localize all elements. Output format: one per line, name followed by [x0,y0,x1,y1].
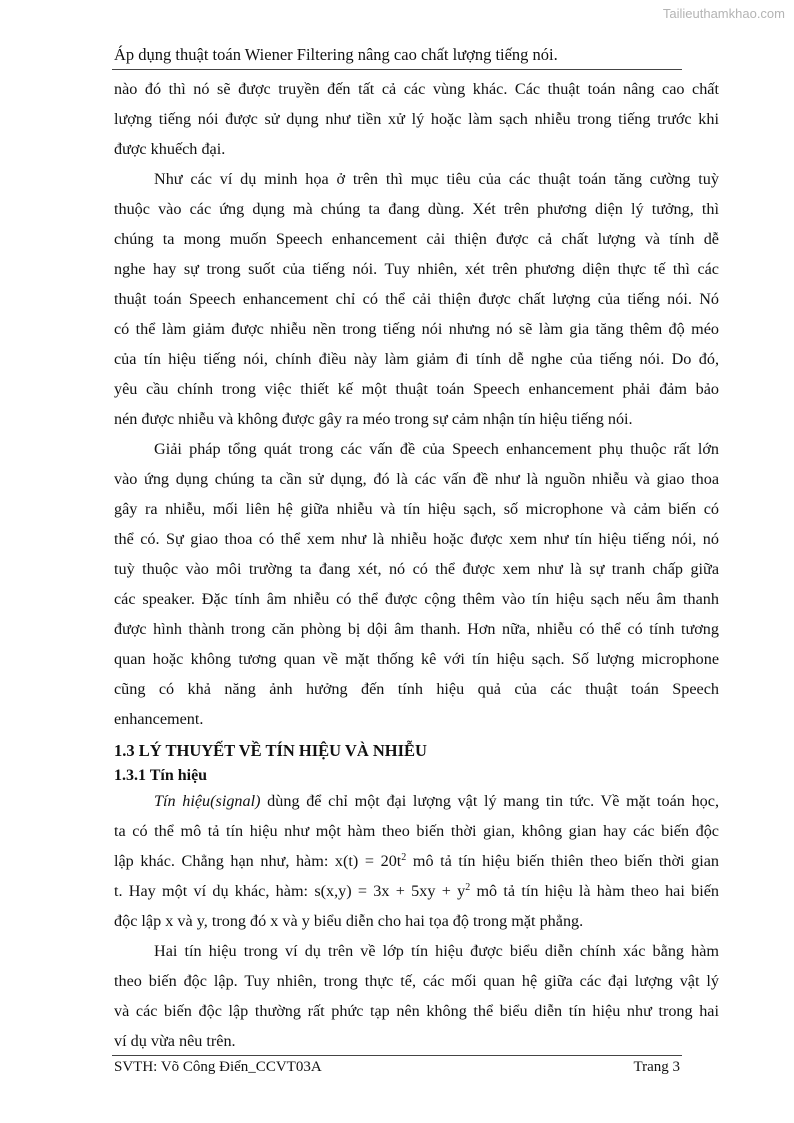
paragraph-4 [114,786,719,936]
superscript: 2 [401,852,407,863]
text-line: thuật toán Speech enhancement chỉ có thể cải thiện được chất lượng của tiếng nói. Nó [114,290,719,308]
section-heading: 1.3 LÝ THUYẾT VỀ TÍN HIỆU VÀ NHIỄU [114,741,427,760]
paragraph-2 [114,164,719,434]
text-line: Như các ví dụ minh họa ở trên thì mục tiêu của các thuật toán tăng cường tuỳ [154,170,719,188]
text-line: chúng ta mong muốn Speech enhancement cải thiện được cả chất lượng và tính dễ [114,230,719,248]
text-line: ta có thể mô tả tín hiệu như một hàm theo biến thời gian, không gian hay các biến độc [114,822,719,840]
text-line: ví dụ vừa nêu trên. [114,1032,236,1050]
text-fragment: t. Hay một ví dụ khác, hàm: s(x,y) = 3x + 5xy + y [114,882,466,900]
document-body [114,74,719,1056]
text-line: được hình thành trong căn phòng bị dội âm thanh. Hơn nữa, nhiễu có thể có tính tương [114,620,719,638]
text-line: nghe hay sự trong suốt của tiếng nói. Tuy nhiên, xét trên phương diện thực tế thì các [114,260,719,278]
paragraph-5 [114,936,719,1056]
text-line: và các biến độc lập thường rất phức tạp nên không thể biểu diễn tín hiệu như trong hai [114,1002,719,1020]
term-signal: Tín hiệu(signal) [154,792,261,810]
text-line: lượng tiếng nói được sử dụng như tiền xử lý hoặc làm sạch nhiễu trong tiếng trước khi [114,110,719,128]
text-line: theo biến độc lập. Tuy nhiên, trong thực tế, các mối quan hệ giữa các đại lượng vật lý [114,972,719,990]
text-line: quan hoặc không tương quan về mặt thống kê với tín hiệu sạch. Số lượng microphone [114,650,719,668]
text-line: yêu cầu chính trong việc thiết kế một thuật toán Speech enhancement phải đảm bảo [114,380,719,398]
text-line: các speaker. Đặc tính âm nhiễu có thể được cộng thêm vào tín hiệu sạch nếu âm thanh [114,590,719,608]
text-line: cũng có khả năng ảnh hưởng đến tính hiệu quả của các thuật toán Speech [114,680,719,698]
text-line: tuỳ thuộc vào môi trường ta đang xét, nó có thể được xem như là sự tranh chấp giữa [114,560,719,578]
text-line: gây ra nhiễu, mối liên hệ giữa nhiễu và tín hiệu sạch, số microphone và cảm biến có [114,500,719,518]
text-fragment: dùng để chỉ một đại lượng vật lý mang tin tức. Về mặt toán học, [260,792,719,810]
superscript: 2 [465,882,471,893]
text-fragment: mô tả tín hiệu biến thiên theo biến thời gian [406,852,720,870]
text-line: thể có. Sự giao thoa có thể xem như là nhiễu hoặc được xem như tín hiệu tiếng nói, nó [114,530,719,548]
footer-author: SVTH: Võ Công Điển_CCVT03A [114,1059,322,1075]
text-line: có thể làm giảm được nhiễu nền trong tiếng nói nhưng nó sẽ làm gia tăng thêm độ méo [114,320,719,338]
text-line: nén được nhiễu và không được gây ra méo trong sự cảm nhận tín hiệu tiếng nói. [114,410,633,428]
text-line: Hai tín hiệu trong ví dụ trên về lớp tín hiệu được biểu diễn chính xác bằng hàm [154,942,719,960]
text-line: được khuếch đại. [114,140,226,158]
paragraph-3 [114,434,719,734]
text-fragment: lập khác. Chẳng hạn như, hàm: x(t) = 20t [114,852,402,870]
text-line [114,876,719,906]
text-line: Giải pháp tổng quát trong các vấn đề của Speech enhancement phụ thuộc rất lớn [154,440,719,458]
text-line [114,786,719,816]
text-line: enhancement. [114,710,204,728]
text-line [114,846,719,876]
text-line: của tín hiệu tiếng nói, chính điều này làm giảm đi tính dễ nghe của tiếng nói. Do đó, [114,350,719,368]
footer-divider [112,1055,682,1056]
header-divider [112,69,682,70]
page-header-title: Áp dụng thuật toán Wiener Filtering nâng cao chất lượng tiếng nói. [114,45,558,64]
page-number: Trang 3 [633,1059,680,1075]
text-line: nào đó thì nó sẽ được truyền đến tất cả các vùng khác. Các thuật toán nâng cao chất [114,80,719,98]
text-line: độc lập x và y, trong đó x và y biểu diễn cho hai tọa độ trong mặt phẳng. [114,912,584,930]
subsection-heading: 1.3.1 Tín hiệu [114,767,208,784]
paragraph-1 [114,74,719,164]
text-fragment: mô tả tín hiệu là hàm theo hai biến [470,882,719,900]
text-line: vào ứng dụng chúng ta cần sử dụng, đó là các vấn đề như là nguồn nhiễu và giao thoa [114,470,719,488]
text-line: thuộc vào các ứng dụng mà chúng ta đang dùng. Xét trên phương diện lý tưởng, thì [114,200,719,218]
watermark: Tailieuthamkhao.com [662,6,785,21]
